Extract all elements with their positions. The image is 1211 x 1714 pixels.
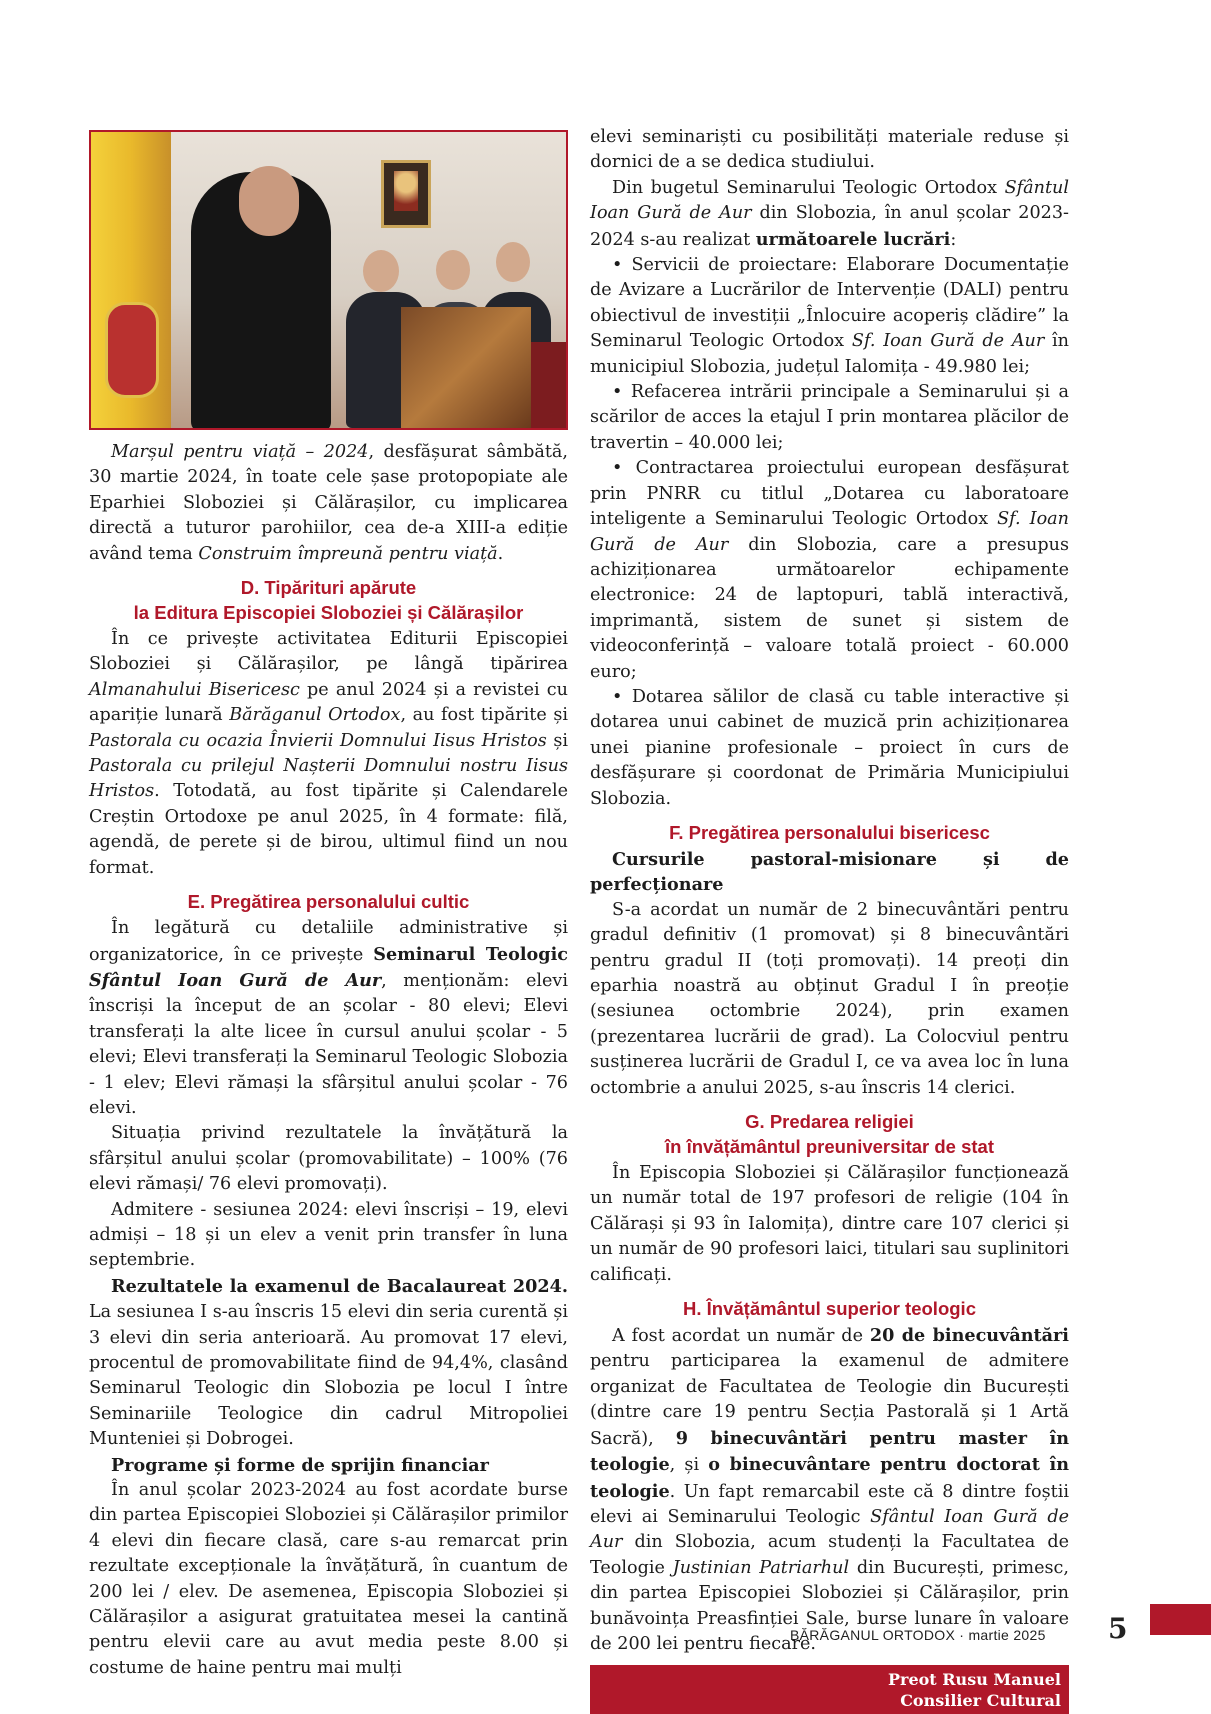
section-e-paragraph-3: Admitere - sesiunea 2024: elevi înscriși – 19, elevi admiși – 18 și un elev a venit prin transfer în luna septembrie.: [89, 1199, 568, 1271]
author-name: Preot Rusu Manuel: [887, 1670, 1061, 1690]
section-h-paragraph: A fost acordat un număr de 20 de binecuvântări pentru participarea la examenul de admitere organizat de Facultatea de Teologie din București (dintre care 19 pentru Secția Pastorală și 1 Artă Sacră), 9 binecuvântări pentru master în teologie, și o binecuvântare pentru doctorat în teologie. Un fapt remarcabil este că 8 dintre foștii elevi ai Seminarului Teologic Sfântul Ioan Gură de Aur din Slobozia, acum studenți la Facultatea de Teologie Justinian Patriarhul din București, primesc, din partea Episcopiei Sloboziei și Călărașilor, prin bunăvoința Preasfinției Sale, burse lunare în valoare de 200 lei pentru fiecare.: [590, 1325, 1069, 1654]
photo-caption: Marșul pentru viață – 2024, desfășurat sâmbătă, 30 martie 2024, în toate cele șase protopopiate ale Eparhiei Sloboziei și Călărașilor, cu implicarea directă a tuturor parohiilor, cea de-a XIII-a ediție având tema Construim împreună pentru viață.: [89, 442, 568, 564]
bullet-item-3: • Contractarea proiectului european desfășurat prin PNRR cu titlul „Dotarea cu laboratoare inteligente a Seminarului Teologic Ortodox Sf. Ioan Gură de Aur din Slobozia, care a presupus achiziționarea următoarelor echipamente electronice: 24 de laptopuri, tablă interactivă, imprimantă, sistem de sunet și sistem de videoconferință – valoare totală proiect - 60.000 euro;: [590, 458, 1069, 682]
author-role: Consilier Cultural: [900, 1691, 1061, 1711]
right-column: [590, 125, 1069, 1714]
article-photo: [89, 130, 568, 430]
section-e-title: E. Pregătirea personalului cultic: [187, 891, 470, 913]
section-d-title: D. Tipărituri apărute la Editura Episcopiei Sloboziei și Călărașilor: [133, 577, 524, 624]
icon-painting: [381, 160, 431, 228]
bullet-item-1: • Servicii de proiectare: Elaborare Documentație de Avizare a Lucrărilor de Intervenție (DALI) pentru obiectivul de investiții „Înlocuire acoperiș clădire” la Seminarul Teologic Ortodox Sf. Ioan Gură de Aur în municipiul Slobozia, județul Ialomița - 49.980 lei;: [590, 255, 1069, 377]
footer-publication: BĂRĂGANUL ORTODOX · martie 2025: [790, 1627, 1046, 1643]
bullet-item-4: • Dotarea sălilor de clasă cu table interactive și dotarea unui cabinet de muzică prin achiziționarea unei pianine profesionale – proiect în curs de desfășurare și coordonat de Primăria Municipiului Slobozia.: [590, 686, 1069, 809]
section-e-paragraph-5-continued: elevi seminariști cu posibilități materiale reduse și dornici de a se dedica studiului.: [590, 127, 1069, 173]
section-e-paragraph-6: Din bugetul Seminarului Teologic Ortodox Sfântul Ioan Gură de Aur din Slobozia, în anul școlar 2023-2024 s-au realizat următoarele lucrări:: [590, 177, 1070, 250]
section-f-paragraph: S-a acordat un număr de 2 binecuvântări pentru gradul definitiv (1 promovat) și 8 binecuvântări pentru gradul II (toți promovați). 14 preoți din eparhia noastră au obținut Gradul I în preoție (sesiunea octombrie 2024), prin examen (prezentarea lucrării de grad). La Colocviul pentru susținerea lucrării de Gradul I, ce va avea loc în luna octombrie a anului 2025, s-au înscris 14 clerici.: [590, 899, 1069, 1098]
page-number: 5: [1108, 1612, 1128, 1645]
section-e-paragraph-5: În anul școlar 2023-2024 au fost acordate burse din partea Episcopiei Sloboziei și Călărașilor primilor 4 elevi din fiecare clasă, care s-au remarcat prin rezultate excepționale la învățătură, în cuantum de 200 lei / elev. De asemenea, Episcopia Sloboziei și Călărașilor a asigurat gratuitatea mesei la cantină pentru elevii care au avut media peste 8.00 și costume de haine pentru mai mulți: [89, 1480, 568, 1678]
section-d-paragraph: În ce privește activitatea Editurii Episcopiei Sloboziei și Călărașilor, pe lângă tipărirea Almanahului Bisericesc pe anul 2024 și a revistei cu apariție lunară Bărăganul Ortodox, au fost tipărite și Pastorala cu ocazia Învierii Domnului Iisus Hristos și Pastorala cu prilejul Nașterii Domnului nostru Iisus Hristos. Totodată, au fost tipărite și Calendarele Creștin Ortodoxe pe anul 2025, în 4 formate: filă, agendă, de perete și de birou, ultimul fiind un nou format.: [89, 629, 568, 878]
bullet-item-2: • Refacerea intrării principale a Seminarului și a scărilor de acces la etajul I prin montarea plăcilor de travertin – 40.000 lei;: [590, 382, 1069, 453]
section-e-paragraph-4: Rezultatele la examenul de Bacalaureat 2024. La sesiunea I s-au înscris 15 elevi din seria curentă și 3 elevi din seria anterioară. Au promovat 17 elevi, procentul de promovabilitate fiind de 94,4%, clasând Seminarul Teologic din Slobozia pe locul I între Seminariile Teologice din cadrul Mitropoliei Munteniei și Dobrogei.: [89, 1275, 568, 1450]
left-column: [89, 130, 568, 1681]
flag-image: [91, 132, 171, 428]
section-f-subtitle: Cursurile pastoral-misionare și de perfecționare: [590, 848, 1069, 896]
section-g-paragraph: În Episcopia Sloboziei și Călărașilor funcționează un număr total de 197 profesori de religie (104 în Călărași și 93 în Ialomița), dintre care 107 clerici și un număr de 90 profesori laici, titulari sau suplinitori calificați.: [590, 1163, 1069, 1285]
speaker-head: [239, 166, 299, 236]
section-e-paragraph-2: Situația privind rezultatele la învățătură la sfârșitul anului școlar (promovabilitate) – 100% (76 elevi rămași/ 76 elevi promovați).: [89, 1123, 568, 1195]
section-h-title: H. Învățământul superior teologic: [683, 1298, 976, 1320]
page-tab-marker: [1150, 1604, 1211, 1635]
section-e-paragraph-1: În legătură cu detaliile administrative și organizatorice, în ce privește Seminarul Teologic Sfântul Ioan Gură de Aur, menționăm: elevi înscriși la început de an școlar - 80 elevi; Elevi transferați la alte licee în cursul anului școlar - 5 elevi; Elevi transferați la Seminarul Teologic Slobozia - 1 elev; Elevi rămași la sfârșitul anului școlar - 76 elevi.: [89, 918, 568, 1118]
section-g-title: G. Predarea religiei în învățământul preuniversitar de stat: [665, 1111, 994, 1158]
section-e-subtitle: Programe și forme de sprijin financiar: [111, 1454, 489, 1476]
lectern: [401, 307, 531, 428]
section-f-title: F. Pregătirea personalului bisericesc: [669, 821, 990, 843]
author-signature: [590, 1665, 1069, 1714]
